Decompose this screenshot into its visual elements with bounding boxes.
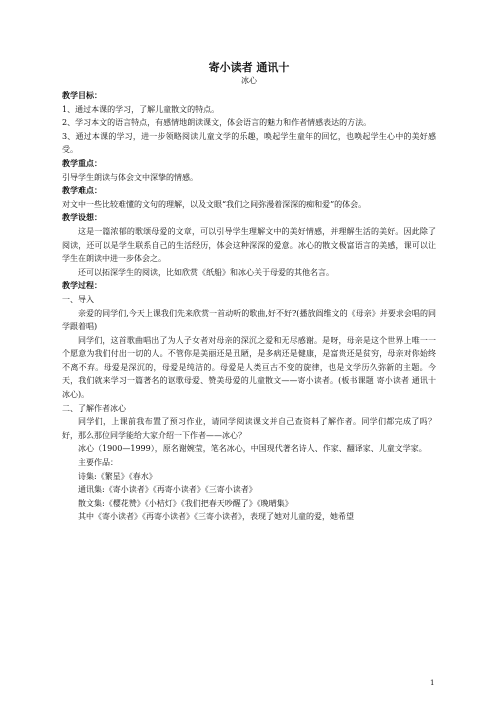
document-body	[62, 60, 436, 524]
section-heading: 教学设想：	[62, 212, 102, 223]
paragraph: 1、通过本课的学习，了解儿童散文的特点。	[62, 104, 220, 114]
section-heading: 教学过程：	[62, 280, 102, 291]
page-number: 1	[430, 679, 435, 687]
paragraph: 其中《寄小读者》《再寄小读者》《三寄小读者》，表现了她对儿童的爱，她希望	[78, 512, 354, 522]
document-author: 冰心	[241, 76, 257, 85]
document-title: 寄小读者 通讯十	[208, 61, 290, 74]
section-heading: 教学重点：	[62, 157, 102, 168]
paragraph-list	[62, 89, 436, 524]
paragraph: 3、通过本课的学习，进一步领略阅读儿童文学的乐趣，唤起学生童年的回忆，也唤起学生心中的美好感受。	[62, 131, 436, 155]
paragraph: 主要作品：	[78, 458, 118, 468]
paragraph: 冰心（1900—1999），原名谢婉莹，笔名冰心，中国现代著名诗人、作家、翻译家、儿童文学家。	[78, 444, 427, 454]
section-heading: 教学目标：	[62, 90, 102, 100]
paragraph: 一、导入	[62, 294, 94, 304]
paragraph: 引导学生朗读与体会文中深挚的情感。	[62, 172, 198, 182]
paragraph: 散文集:《樱花赞》《小桔灯》《我们把春天吵醒了》《晚晴集》	[78, 498, 293, 508]
paragraph: 2、学习本文的语言特点，有感情地朗读课文，体会语言的魅力和作者情感表达的方法。	[62, 118, 372, 128]
paragraph: 亲爱的同学们,今天上课我们先来欣赏一首动听的歌曲,好不好?(播放阎维文的《母亲》并要求会唱的同学跟着唱)	[62, 308, 436, 332]
paragraph: 同学们，上课前我布置了预习作业，请同学阅读课文并自己查资料了解作者。同学们都完成了吗？好，那么那位同学能给大家介绍一下作者——冰心？	[62, 417, 436, 440]
paragraph: 这是一篇浓郁的歌颂母爱的文章，可以引导学生理解文中的美好情感，并理解生活的美好。因此除了阅读，还可以是学生联系自己的生活经历，体会这种深深的爱意。冰心的散文极富语言的美感，课可以让学生在朗读中进一步体会之。	[62, 226, 436, 264]
paragraph: 二、了解作者冰心	[62, 403, 126, 413]
paragraph: 还可以拓深学生的阅读，比如欣赏《纸船》和冰心关于母爱的其他名言。	[78, 267, 334, 277]
paragraph: 对文中一些比较难懂的文句的理解，以及文眼“我们之间弥漫着深深的痴和爱”的体会。	[62, 199, 367, 209]
paragraph: 同学们，这首歌曲唱出了为人子女者对母亲的深沉之爱和无尽感谢。是呀，母亲是这个世界上唯一一个愿意为我们付出一切的人。不管你是美丽还是丑陋，是多病还是健康，是富贵还是贫穷，母亲对你始终不离不弃。母爱是深沉的，母爱是纯洁的。母爱是人类亘古不变的旋律，也是文学历久弥新的主题。今天，我们就来学习一篇著名的讴歌母爱、赞美母爱的儿童散文——寄小读者。(板书课题 寄小读者 通讯十 冰心)。	[62, 335, 436, 400]
section-heading: 教学难点：	[62, 185, 102, 196]
paragraph: 通讯集:《寄小读者》《再寄小读者》《三寄小读者》	[78, 485, 257, 495]
paragraph: 诗集:《繁星》《春水》	[78, 471, 157, 481]
